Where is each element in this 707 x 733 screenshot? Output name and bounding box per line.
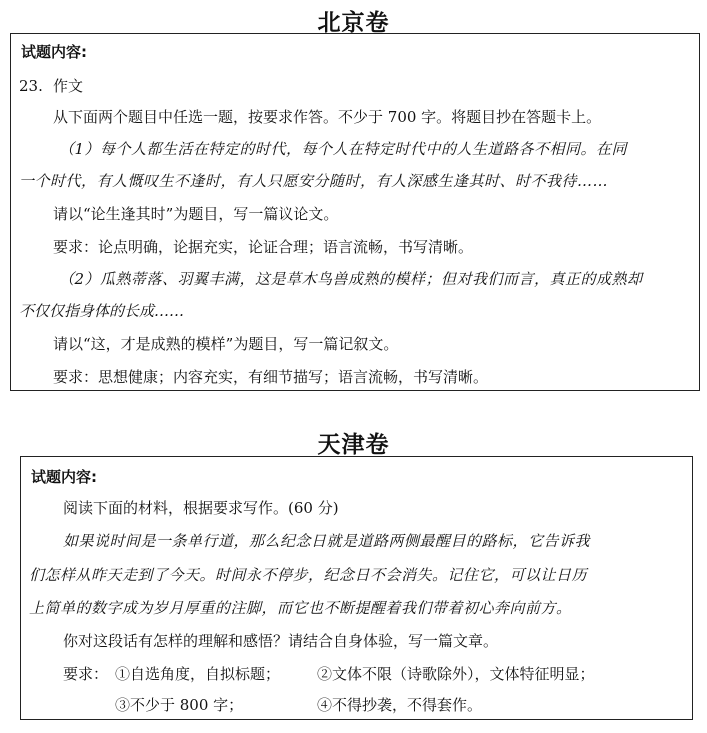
tianjin-requirement-3: ③不少于 800 字； (115, 696, 244, 714)
beijing-title: 北京卷 (317, 10, 390, 36)
tianjin-task: 你对这段话有怎样的理解和感悟？请结合自身体验，写一篇文章。 (63, 632, 499, 650)
tianjin-requirement-4: ④不得抄袭，不得套作。 (317, 696, 483, 714)
tianjin-material-line2: 们怎样从昨天走到了今天。时间永不停步，纪念日不会消失。记住它，可以让日历 (29, 566, 588, 584)
beijing-option2-task: 请以“这，才是成熟的模样”为题目，写一篇记叙文。 (53, 335, 399, 353)
tianjin-material-line1: 如果说时间是一条单行道，那么纪念日就是道路两侧最醒目的路标，它告诉我 (63, 532, 591, 550)
beijing-question-box (10, 33, 700, 391)
tianjin-requirement-1: ①自选角度，自拟标题； (115, 665, 281, 683)
beijing-topic: 作文 (53, 77, 84, 95)
beijing-option2-requirements: 要求：思想健康；内容充实，有细节描写；语言流畅，书写清晰。 (53, 368, 489, 386)
beijing-question-number: 23. (19, 77, 43, 95)
beijing-option1-line1: （1）每个人都生活在特定的时代，每个人在特定时代中的人生道路各不相同。在同 (59, 140, 628, 158)
tianjin-requirement-2: ②文体不限（诗歌除外），文体特征明显； (317, 665, 595, 683)
beijing-instruction: 从下面两个题目中任选一题，按要求作答。不少于 700 字。将题目抄在答题卡上。 (53, 108, 602, 126)
beijing-option1-task: 请以“论生逢其时”为题目，写一篇议论文。 (53, 205, 339, 223)
beijing-option2-line2: 不仅仅指身体的长成…… (19, 302, 185, 320)
tianjin-title: 天津卷 (317, 432, 390, 458)
tianjin-requirements-label: 要求： (63, 665, 109, 683)
beijing-option1-line2: 一个时代，有人慨叹生不逢时，有人只愿安分随时，有人深感生逢其时、时不我待…… (19, 172, 609, 190)
beijing-label: 试题内容: (21, 43, 87, 61)
beijing-option1-requirements: 要求：论点明确，论据充实，论证合理；语言流畅，书写清晰。 (53, 238, 474, 256)
tianjin-label: 试题内容: (31, 468, 97, 486)
tianjin-material-line3: 上简单的数字成为岁月厚重的注脚，而它也不断提醒着我们带着初心奔向前方。 (29, 599, 572, 617)
tianjin-question-box (20, 456, 693, 720)
tianjin-instruction: 阅读下面的材料，根据要求写作。(60 分) (63, 499, 339, 517)
beijing-option2-line1: （2）瓜熟蒂落、羽翼丰满，这是草木鸟兽成熟的模样；但对我们而言，真正的成熟却 (59, 270, 643, 288)
